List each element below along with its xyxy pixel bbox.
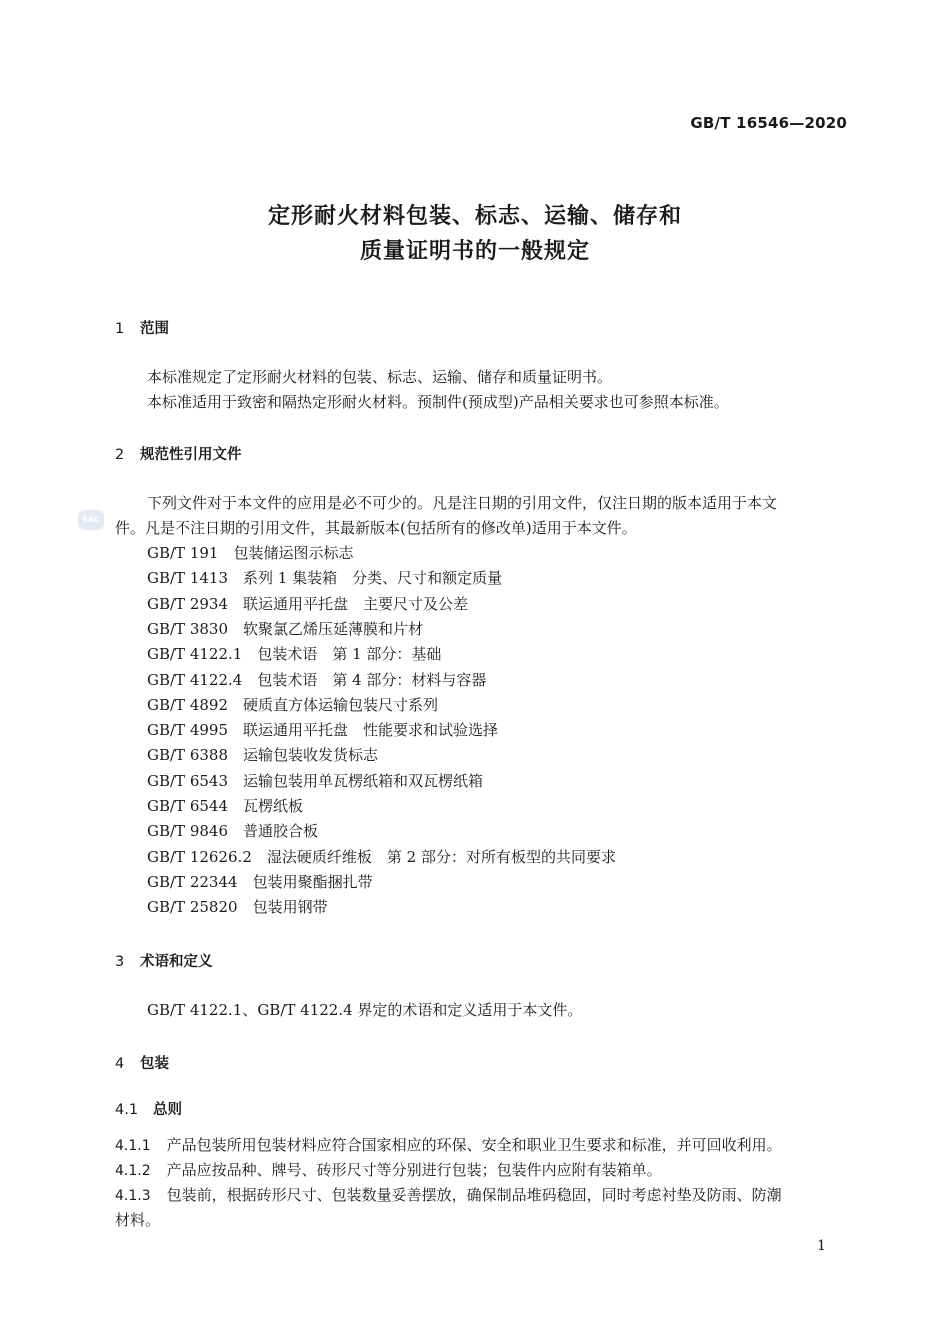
reference-title: 包装用钢带 (252, 898, 328, 917)
reference-title: 瓦楞纸板 (243, 797, 304, 815)
reference-code: GB/T 4122.4 (147, 670, 243, 689)
reference-title: 硬质直方体运输包装尺寸系列 (243, 695, 439, 714)
section-title: 包装 (140, 1056, 169, 1072)
reference-item (147, 770, 483, 791)
reference-code: GB/T 6388 (147, 746, 229, 765)
section-number: 1 (115, 321, 125, 337)
reference-code: GB/T 1413 (147, 569, 229, 588)
reference-code: GB/T 4995 (147, 721, 229, 740)
section-title: 范围 (140, 321, 169, 337)
reference-item (147, 719, 498, 740)
reference-item (147, 820, 318, 841)
reference-item (147, 669, 486, 690)
clause-4-1-3 (115, 1183, 782, 1209)
reference-title: 系列 1 集装箱 分类、尺寸和额定质量 (243, 569, 503, 588)
section-title: 术语和定义 (140, 954, 213, 970)
clause-number: 4.1.3 (115, 1188, 151, 1204)
section-number: 2 (115, 447, 125, 463)
section-4-heading (115, 1052, 169, 1073)
reference-title: 运输包装用单瓦楞纸箱和双瓦楞纸箱 (243, 771, 484, 790)
reference-title: 普通胶合板 (243, 822, 319, 841)
reference-title: 包装储运图示标志 (233, 544, 354, 562)
paragraph: GB/T 4122.1、GB/T 4122.4 界定的术语和定义适用于本文件。 (147, 1001, 583, 1019)
reference-code: GB/T 6543 (147, 771, 229, 790)
section-3-heading (115, 950, 213, 971)
reference-item (147, 744, 378, 765)
reference-code: GB/T 2934 (147, 594, 229, 613)
reference-title: 包装术语 第 4 部分：材料与容器 (257, 670, 487, 689)
standard-number: GB/T 16546—2020 (690, 114, 847, 132)
reference-code: GB/T 4122.1 (147, 645, 243, 664)
reference-item (147, 846, 616, 867)
reference-code: GB/T 22344 (147, 872, 238, 891)
reference-title: 联运通用平托盘 性能要求和试验选择 (243, 721, 499, 740)
section-2-heading (115, 443, 242, 464)
reference-code: GB/T 25820 (147, 898, 238, 917)
reference-item (147, 618, 423, 639)
reference-item (147, 567, 502, 588)
subsection-4-1-heading (115, 1098, 182, 1119)
section-1-heading (115, 317, 169, 338)
clause-number: 4.1.1 (115, 1138, 151, 1154)
reference-item (147, 542, 353, 563)
reference-code: GB/T 9846 (147, 822, 229, 841)
reference-item (147, 643, 441, 664)
document-title-line-1: 定形耐火材料包装、标志、运输、储存和 (267, 204, 682, 229)
reference-code: GB/T 6544 (147, 797, 229, 815)
clause-4-1-3-continuation: 材料。 (115, 1211, 161, 1229)
paragraph: 本标准规定了定形耐火材料的包装、标志、运输、储存和质量证明书。 (147, 368, 613, 386)
clause-text: 产品包装所用包装材料应符合国家相应的环保、安全和职业卫生要求和标准，并可回收利用。 (166, 1136, 782, 1154)
reference-item (147, 593, 468, 614)
page-number: 1 (817, 1238, 826, 1254)
clause-4-1-2 (115, 1158, 662, 1184)
section-number: 3 (115, 954, 125, 970)
reference-code: GB/T 12626.2 (147, 847, 252, 866)
subsection-title: 总则 (153, 1102, 182, 1118)
reference-item (147, 694, 438, 715)
reference-title: 包装术语 第 1 部分：基础 (257, 645, 442, 664)
reference-title: 包装用聚酯捆扎带 (252, 872, 373, 891)
paragraph-line: 下列文件对于本文件的应用是必不可少的。凡是注日期的引用文件，仅注日期的版本适用于本文 (147, 494, 778, 512)
reference-item (147, 871, 373, 892)
paragraph-line: 件。凡是不注日期的引用文件，其最新版本(包括所有的修改单)适用于本文件。 (115, 519, 637, 537)
reference-title: 软聚氯乙烯压延薄膜和片材 (243, 619, 424, 638)
reference-code: GB/T 4892 (147, 695, 229, 714)
reference-title: 联运通用平托盘 主要尺寸及公差 (243, 594, 469, 613)
reference-item (147, 896, 328, 917)
clause-4-1-1 (115, 1133, 782, 1159)
clause-text: 产品应按品种、牌号、砖形尺寸等分别进行包装；包装件内应附有装箱单。 (166, 1161, 662, 1179)
reference-code: GB/T 3830 (147, 619, 229, 638)
section-title: 规范性引用文件 (140, 447, 242, 463)
reference-item (147, 795, 303, 816)
reference-title: 运输包装收发货标志 (243, 746, 379, 765)
clause-text: 包装前，根据砖形尺寸、包装数量妥善摆放，确保制品堆码稳固，同时考虑衬垫及防雨、防潮 (166, 1186, 782, 1204)
sac-watermark-logo: SAC (78, 510, 104, 530)
reference-code: GB/T 191 (147, 544, 219, 562)
clause-number: 4.1.2 (115, 1163, 151, 1179)
subsection-number: 4.1 (115, 1102, 139, 1118)
paragraph: 本标准适用于致密和隔热定形耐火材料。预制件(预成型)产品相关要求也可参照本标准。 (147, 393, 729, 411)
document-title-line-2: 质量证明书的一般规定 (359, 239, 590, 264)
reference-title: 湿法硬质纤维板 第 2 部分：对所有板型的共同要求 (266, 847, 616, 866)
section-number: 4 (115, 1056, 125, 1072)
